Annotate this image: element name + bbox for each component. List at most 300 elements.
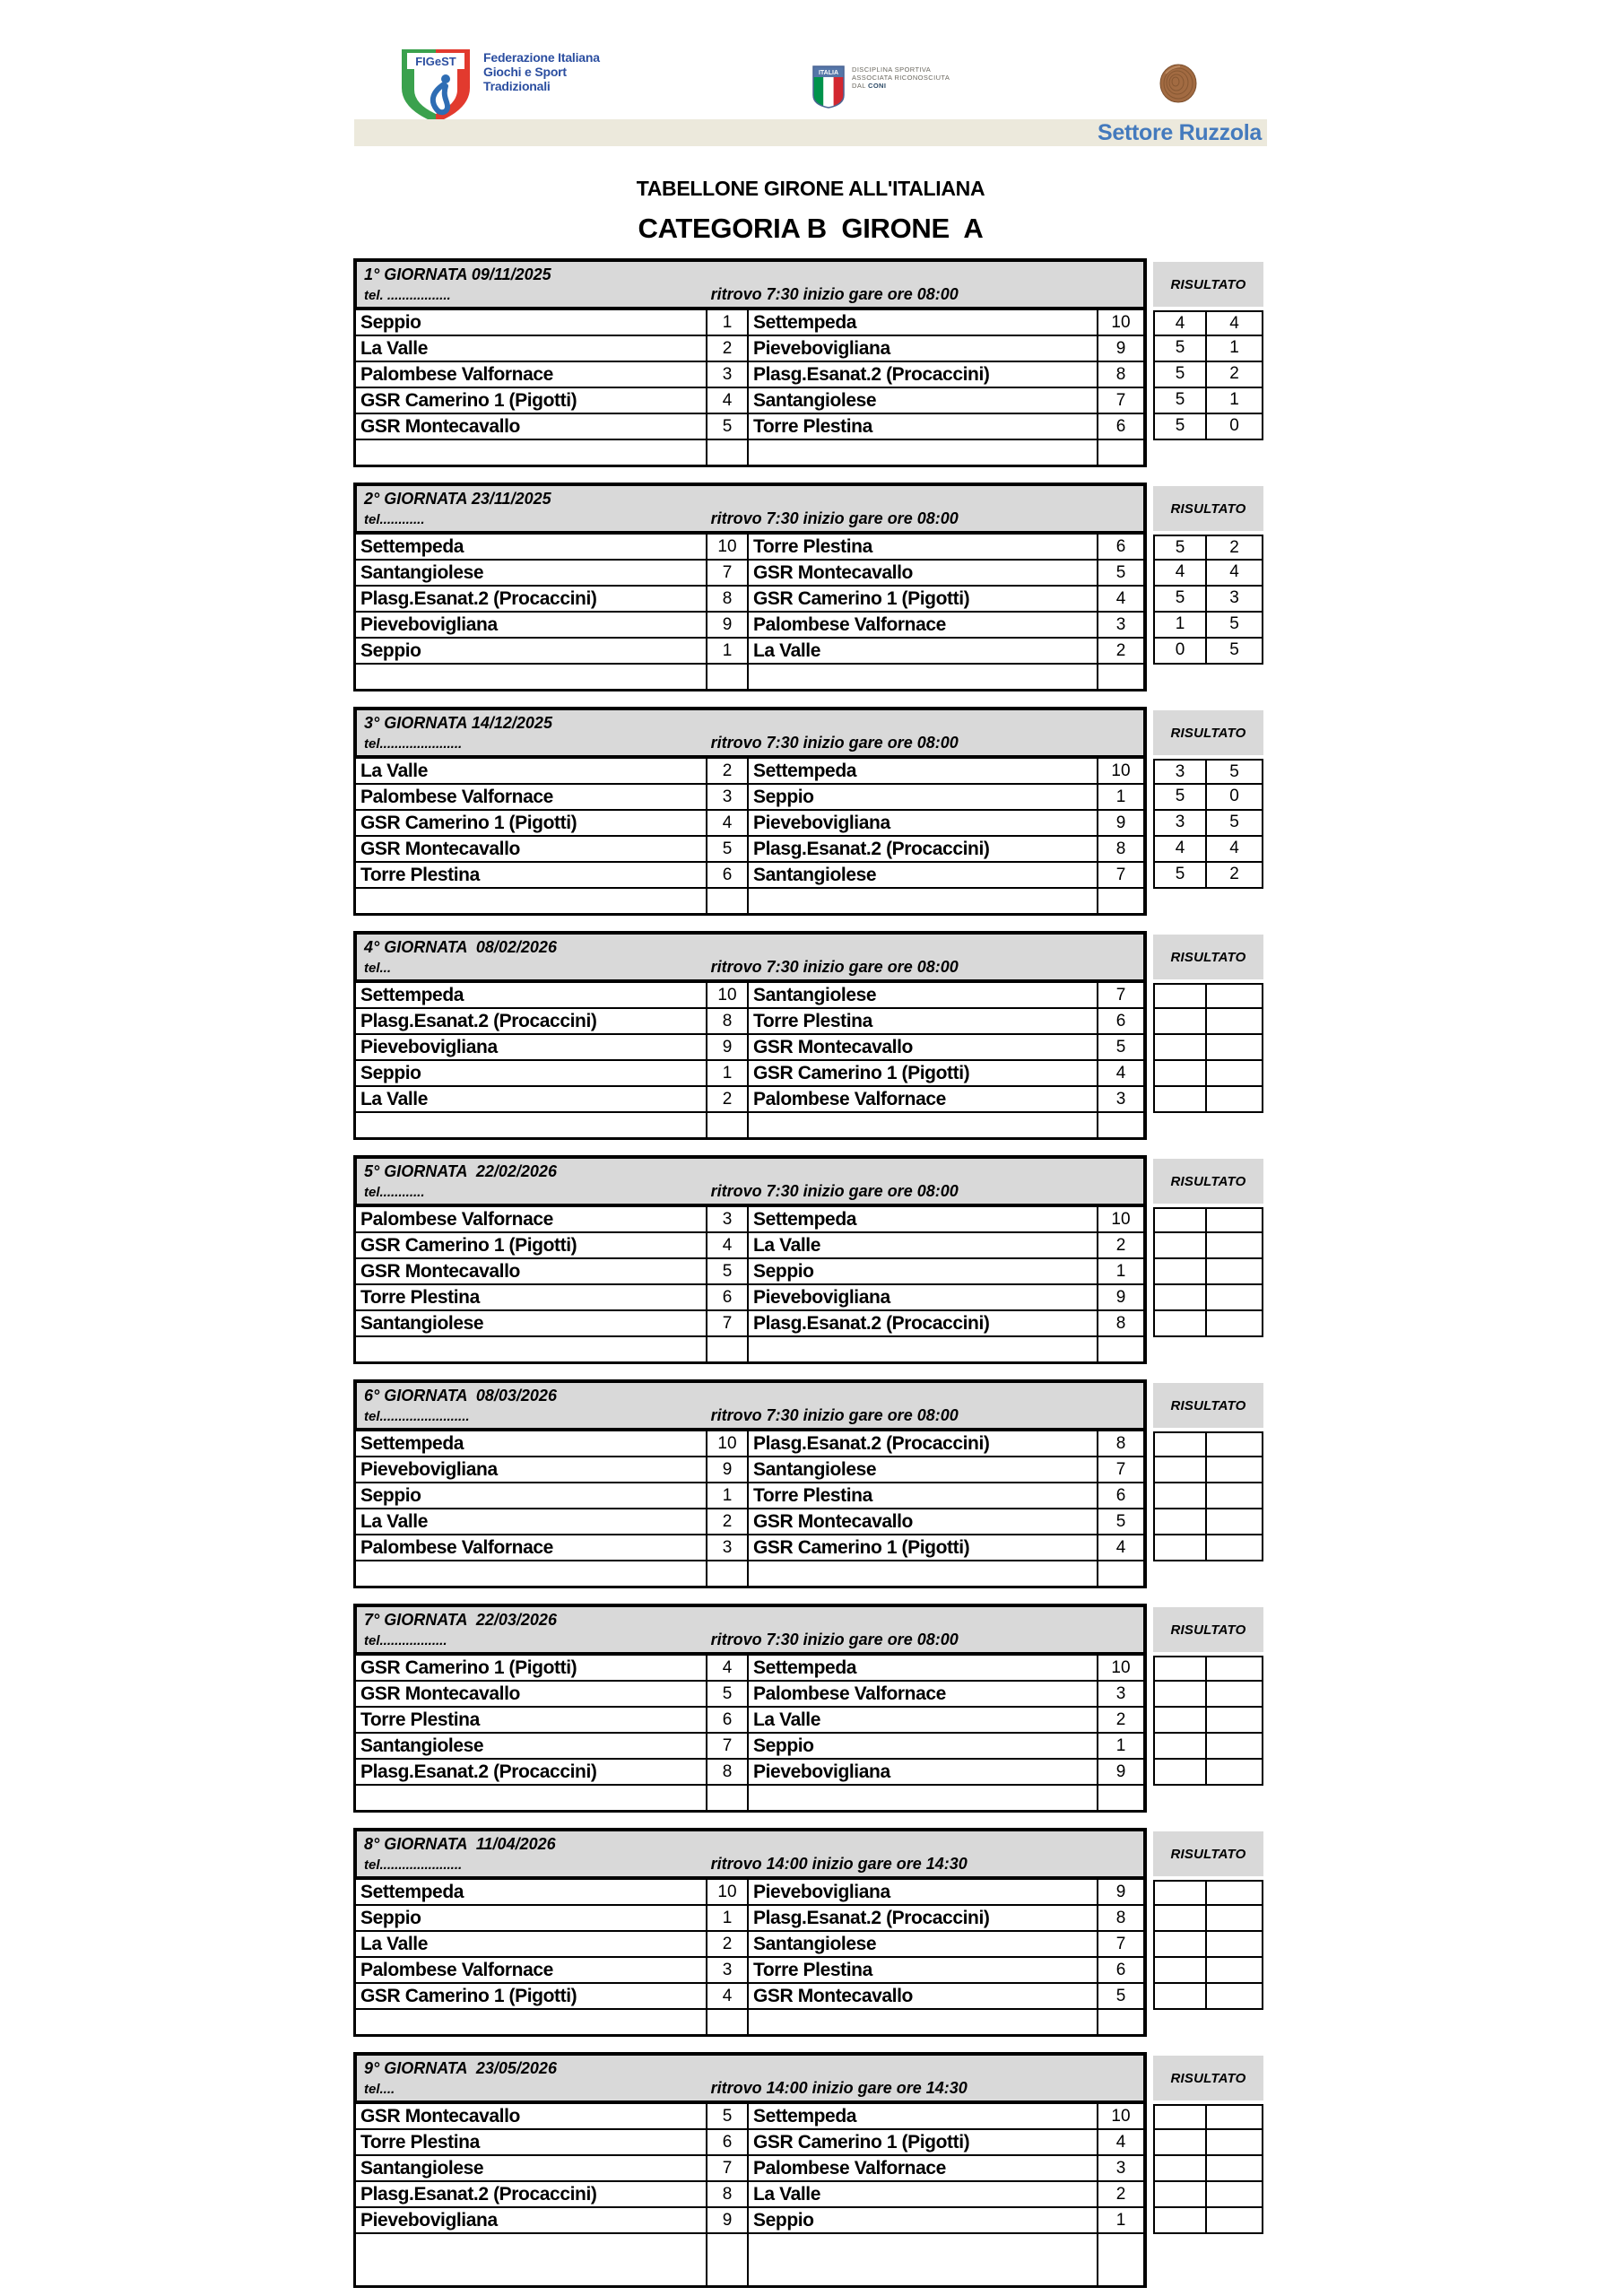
home-number: 6 — [707, 863, 749, 887]
row-gap — [1147, 1932, 1153, 1958]
round-title: 8° GIORNATA 11/04/2026 — [364, 1835, 556, 1853]
away-number: 2 — [1115, 641, 1126, 660]
away-number: 3 — [1115, 1090, 1126, 1109]
row-gap — [1147, 310, 1153, 336]
away-number: 2 — [1115, 1236, 1126, 1255]
spacer-away-cell — [749, 1786, 1098, 1810]
home-team: Plasg.Esanat.2 (Procaccini) — [356, 1009, 707, 1033]
round-header — [353, 1155, 1147, 1207]
round-meeting-time: ritrovo 7:30 inizio gare ore 08:00 — [710, 1406, 959, 1424]
coni-text-line: ASSOCIATA RICONOSCIUTA — [852, 74, 950, 82]
round-block — [353, 707, 1264, 916]
result-away — [1207, 1760, 1262, 1784]
away-team: GSR Camerino 1 (Pigotti) — [749, 2130, 1098, 2154]
match-row — [353, 1207, 1264, 1233]
result-away: 5 — [1229, 640, 1239, 659]
result-home: 5 — [1155, 863, 1207, 887]
round-block — [353, 1604, 1264, 1813]
home-team: La Valle — [356, 1509, 707, 1534]
away-number: 3 — [1115, 2159, 1126, 2178]
home-number: 1 — [707, 1906, 749, 1930]
match-row — [353, 2130, 1264, 2156]
match-row-main — [353, 310, 1147, 336]
result-home — [1155, 1259, 1207, 1283]
away-number: 10 — [1111, 2107, 1131, 2126]
away-team: Settempeda — [749, 1656, 1098, 1680]
spacer-away-number-cell — [1098, 1786, 1143, 1810]
home-team: Santangiolese — [356, 2156, 707, 2180]
row-gap — [1147, 837, 1153, 863]
spacer-away-cell — [749, 2010, 1098, 2034]
spacer-number-cell — [707, 2010, 749, 2034]
result-away: 4 — [1229, 562, 1239, 581]
coni-text-line: DAL CONI — [852, 82, 887, 90]
result-home — [1155, 1285, 1207, 1309]
match-row-main — [353, 1483, 1147, 1509]
match-row-main — [353, 837, 1147, 863]
away-team: Plasg.Esanat.2 (Procaccini) — [749, 362, 1098, 387]
away-number: 10 — [1111, 1658, 1131, 1677]
match-row — [353, 1009, 1264, 1035]
match-row-main — [353, 1207, 1147, 1233]
home-number: 7 — [707, 1311, 749, 1335]
match-row — [353, 1535, 1264, 1561]
home-number: 2 — [707, 759, 749, 783]
home-number: 4 — [707, 1656, 749, 1680]
away-team: Settempeda — [749, 759, 1098, 783]
result-away — [1207, 1509, 1262, 1534]
result-home — [1155, 1035, 1207, 1059]
round-title: 3° GIORNATA 14/12/2025 — [364, 714, 552, 732]
away-team: Torre Plestina — [749, 1009, 1098, 1033]
result-home — [1155, 1958, 1207, 1982]
figest-shield-icon — [399, 47, 473, 126]
away-number: 8 — [1115, 839, 1126, 858]
row-gap — [1147, 785, 1153, 811]
home-team: Settempeda — [356, 1431, 707, 1456]
round-tel: tel.................. — [364, 1633, 447, 1648]
result-home — [1155, 1882, 1207, 1904]
away-team: La Valle — [749, 2182, 1098, 2206]
home-number: 10 — [707, 983, 749, 1007]
match-row — [353, 535, 1264, 561]
home-number: 7 — [707, 561, 749, 585]
round-header — [353, 931, 1147, 983]
away-team: Pievebovigliana — [749, 336, 1098, 361]
result-cells — [1153, 310, 1263, 336]
away-team: La Valle — [749, 1233, 1098, 1257]
match-row — [353, 1035, 1264, 1061]
result-cells — [1153, 863, 1263, 889]
match-row — [353, 2182, 1264, 2208]
home-team: Palombese Valfornace — [356, 785, 707, 809]
home-number: 9 — [707, 1035, 749, 1059]
home-number: 5 — [707, 1259, 749, 1283]
spacer-row — [353, 1561, 1147, 1588]
round-tel: tel........................ — [364, 1409, 470, 1424]
away-number: 8 — [1115, 1434, 1126, 1453]
away-team: GSR Camerino 1 (Pigotti) — [749, 587, 1098, 611]
result-home — [1155, 1657, 1207, 1680]
match-row — [353, 388, 1264, 414]
match-row-main — [353, 1880, 1147, 1906]
home-team: Palombese Valfornace — [356, 362, 707, 387]
result-away — [1207, 1209, 1262, 1231]
result-away: 5 — [1229, 762, 1239, 781]
result-away — [1207, 1457, 1262, 1482]
coni-recognition-text — [852, 65, 950, 90]
away-team: Torre Plestina — [749, 1483, 1098, 1508]
result-home — [1155, 1087, 1207, 1111]
result-header: RISULTATO — [1153, 262, 1263, 307]
row-gap — [1147, 1984, 1153, 2010]
home-team: Pievebovigliana — [356, 1457, 707, 1482]
away-number: 1 — [1115, 1736, 1126, 1755]
home-team: Santangiolese — [356, 1734, 707, 1758]
away-number: 4 — [1115, 2133, 1126, 2152]
match-row-main — [353, 2208, 1147, 2234]
match-row — [353, 759, 1264, 785]
match-row-main — [353, 1984, 1147, 2010]
spacer-row — [353, 1337, 1147, 1364]
result-home: 4 — [1155, 837, 1207, 861]
result-home: 4 — [1155, 312, 1207, 335]
match-row-main — [353, 2130, 1147, 2156]
home-number: 6 — [707, 2130, 749, 2154]
row-gap — [1147, 362, 1153, 388]
result-cells — [1153, 1285, 1263, 1311]
away-team: Plasg.Esanat.2 (Procaccini) — [749, 1311, 1098, 1335]
result-cells — [1153, 1431, 1263, 1457]
away-team: Santangiolese — [749, 1457, 1098, 1482]
result-cells — [1153, 1760, 1263, 1786]
result-cells — [1153, 2104, 1263, 2130]
result-away: 5 — [1229, 614, 1239, 633]
away-number: 7 — [1115, 986, 1126, 1004]
result-away: 4 — [1229, 839, 1239, 857]
match-row — [353, 1906, 1264, 1932]
round-header-row — [353, 707, 1264, 759]
result-cells — [1153, 1535, 1263, 1561]
away-team: La Valle — [749, 1708, 1098, 1732]
result-away — [1207, 1708, 1262, 1732]
away-number: 9 — [1115, 1288, 1126, 1307]
result-cells — [1153, 1734, 1263, 1760]
rounds-container — [353, 258, 1264, 2296]
row-gap — [1147, 1509, 1153, 1535]
away-number: 9 — [1115, 1762, 1126, 1781]
result-cells — [1153, 2130, 1263, 2156]
spacer-away-cell — [749, 1337, 1098, 1361]
match-row — [353, 613, 1264, 639]
home-number: 2 — [707, 336, 749, 361]
match-row — [353, 1509, 1264, 1535]
spacer-home-cell — [356, 1786, 707, 1810]
away-number: 3 — [1115, 615, 1126, 634]
away-team: Pievebovigliana — [749, 811, 1098, 835]
match-row — [353, 983, 1264, 1009]
round-meeting-time: ritrovo 7:30 inizio gare ore 08:00 — [710, 958, 959, 976]
result-away — [1207, 1932, 1262, 1956]
home-team: Seppio — [356, 1483, 707, 1508]
round-tel: tel. ................. — [364, 288, 451, 303]
away-number: 10 — [1111, 1210, 1131, 1229]
match-row-main — [353, 2182, 1147, 2208]
match-row — [353, 785, 1264, 811]
away-number: 1 — [1115, 1262, 1126, 1281]
away-number: 6 — [1115, 537, 1126, 556]
away-team: Seppio — [749, 2208, 1098, 2232]
result-cells — [1153, 587, 1263, 613]
match-row — [353, 414, 1264, 440]
home-team: Pievebovigliana — [356, 2208, 707, 2232]
row-gap — [1147, 1760, 1153, 1786]
home-team: GSR Montecavallo — [356, 1682, 707, 1706]
result-header: RISULTATO — [1153, 935, 1263, 979]
home-number: 9 — [707, 613, 749, 637]
row-gap — [1147, 1880, 1153, 1906]
home-number: 4 — [707, 811, 749, 835]
result-cells — [1153, 613, 1263, 639]
spacer-row — [353, 440, 1147, 467]
away-team: Torre Plestina — [749, 414, 1098, 439]
result-home — [1155, 1009, 1207, 1033]
spacer-away-number-cell — [1098, 2010, 1143, 2034]
result-cells — [1153, 336, 1263, 362]
round-title: 1° GIORNATA 09/11/2025 — [364, 265, 551, 283]
page-subtitle: CATEGORIA B GIRONE A — [638, 213, 984, 244]
spacer-home-cell — [356, 889, 707, 913]
away-number: 8 — [1115, 365, 1126, 384]
match-row — [353, 362, 1264, 388]
result-cells — [1153, 2182, 1263, 2208]
result-away — [1207, 1682, 1262, 1706]
away-team: Seppio — [749, 785, 1098, 809]
spacer-away-cell — [749, 665, 1098, 689]
coni-italia-shield — [812, 65, 846, 109]
round-meeting-time: ritrovo 7:30 inizio gare ore 08:00 — [710, 1631, 959, 1648]
result-away: 0 — [1229, 787, 1239, 805]
home-team: GSR Camerino 1 (Pigotti) — [356, 1233, 707, 1257]
result-header: RISULTATO — [1153, 2056, 1263, 2100]
row-gap — [1147, 759, 1153, 785]
spacer-row — [353, 665, 1147, 691]
row-gap — [1147, 1259, 1153, 1285]
spacer-number-cell — [707, 440, 749, 465]
round-block — [353, 258, 1264, 467]
result-home — [1155, 2182, 1207, 2206]
home-team: Pievebovigliana — [356, 613, 707, 637]
row-gap — [1147, 535, 1153, 561]
home-team: La Valle — [356, 1932, 707, 1956]
row-gap — [1147, 1285, 1153, 1311]
round-title: 5° GIORNATA 22/02/2026 — [364, 1162, 557, 1180]
round-block — [353, 2052, 1264, 2288]
away-number: 1 — [1115, 2211, 1126, 2230]
home-number: 5 — [707, 1682, 749, 1706]
spacer-away-number-cell — [1098, 2234, 1143, 2285]
result-home — [1155, 2106, 1207, 2128]
spacer-home-cell — [356, 1337, 707, 1361]
home-team: La Valle — [356, 759, 707, 783]
round-header-row — [353, 2052, 1264, 2104]
round-rows — [353, 310, 1264, 440]
result-home: 5 — [1155, 414, 1207, 439]
spacer-number-cell — [707, 1337, 749, 1361]
round-header — [353, 1604, 1147, 1656]
result-away — [1207, 1483, 1262, 1508]
home-team: Palombese Valfornace — [356, 1535, 707, 1560]
home-team: Seppio — [356, 1906, 707, 1930]
away-number: 9 — [1115, 339, 1126, 358]
match-row-main — [353, 1259, 1147, 1285]
round-title: 9° GIORNATA 23/05/2026 — [364, 2059, 557, 2077]
round-rows — [353, 1880, 1264, 2010]
result-cells — [1153, 1880, 1263, 1906]
away-team: Settempeda — [749, 2104, 1098, 2128]
result-away — [1207, 1657, 1262, 1680]
round-tel: tel...................... — [364, 1857, 463, 1873]
result-home: 5 — [1155, 785, 1207, 809]
match-row-main — [353, 983, 1147, 1009]
home-team: Seppio — [356, 1061, 707, 1085]
result-cells — [1153, 1061, 1263, 1087]
result-away — [1207, 1259, 1262, 1283]
home-number: 3 — [707, 1958, 749, 1982]
away-team: Plasg.Esanat.2 (Procaccini) — [749, 1431, 1098, 1456]
result-away: 1 — [1229, 338, 1239, 357]
match-row — [353, 561, 1264, 587]
match-row-main — [353, 613, 1147, 639]
result-cells — [1153, 362, 1263, 388]
away-number: 6 — [1115, 417, 1126, 436]
result-away: 5 — [1229, 813, 1239, 831]
result-away — [1207, 1285, 1262, 1309]
home-number: 6 — [707, 1708, 749, 1732]
match-row-main — [353, 362, 1147, 388]
page-title: TABELLONE GIRONE ALL'ITALIANA — [636, 177, 985, 200]
away-number: 4 — [1115, 1064, 1126, 1083]
result-cells — [1153, 983, 1263, 1009]
figest-logo — [399, 47, 473, 126]
home-team: Settempeda — [356, 535, 707, 559]
row-gap — [1147, 1958, 1153, 1984]
home-team: Settempeda — [356, 983, 707, 1007]
match-row-main — [353, 1087, 1147, 1113]
home-team: GSR Montecavallo — [356, 2104, 707, 2128]
result-home: 3 — [1155, 761, 1207, 783]
away-team: Settempeda — [749, 1207, 1098, 1231]
result-cells — [1153, 1708, 1263, 1734]
home-team: Torre Plestina — [356, 1285, 707, 1309]
match-row-main — [353, 639, 1147, 665]
result-cells — [1153, 1311, 1263, 1337]
match-row — [353, 1958, 1264, 1984]
away-number: 7 — [1115, 1460, 1126, 1479]
away-number: 4 — [1115, 1538, 1126, 1557]
round-meeting-time: ritrovo 7:30 inizio gare ore 08:00 — [710, 1182, 959, 1200]
spacer-away-number-cell — [1098, 889, 1143, 913]
result-header: RISULTATO — [1153, 1159, 1263, 1204]
match-row-main — [353, 1311, 1147, 1337]
row-gap — [1147, 2156, 1153, 2182]
spacer-home-cell — [356, 2010, 707, 2034]
federation-name — [483, 50, 600, 93]
away-number: 2 — [1115, 1710, 1126, 1729]
row-gap — [1147, 2130, 1153, 2156]
result-cells — [1153, 2156, 1263, 2182]
away-number: 5 — [1115, 1512, 1126, 1531]
away-team: Santangiolese — [749, 1932, 1098, 1956]
round-tel: tel............ — [364, 512, 425, 527]
home-number: 4 — [707, 388, 749, 413]
spacer-away-cell — [749, 1561, 1098, 1586]
home-number: 2 — [707, 1509, 749, 1534]
result-cells — [1153, 1457, 1263, 1483]
match-row — [353, 587, 1264, 613]
home-team: La Valle — [356, 1087, 707, 1111]
row-gap — [1147, 1708, 1153, 1734]
away-team: Plasg.Esanat.2 (Procaccini) — [749, 1906, 1098, 1930]
result-cells — [1153, 535, 1263, 561]
match-row — [353, 1311, 1264, 1337]
round-title: 7° GIORNATA 22/03/2026 — [364, 1611, 557, 1629]
home-number: 5 — [707, 2104, 749, 2128]
spacer-number-cell — [707, 1786, 749, 1810]
away-team: Seppio — [749, 1734, 1098, 1758]
round-rows — [353, 535, 1264, 665]
home-team: GSR Montecavallo — [356, 1259, 707, 1283]
result-home — [1155, 1209, 1207, 1231]
result-home — [1155, 1734, 1207, 1758]
result-away — [1207, 1984, 1262, 2008]
away-team: Palombese Valfornace — [749, 1682, 1098, 1706]
spacer-home-cell — [356, 665, 707, 689]
result-away: 2 — [1229, 865, 1239, 883]
result-cells — [1153, 759, 1263, 785]
home-team: Palombese Valfornace — [356, 1958, 707, 1982]
result-cells — [1153, 1682, 1263, 1708]
home-team: Torre Plestina — [356, 1708, 707, 1732]
home-number: 4 — [707, 1233, 749, 1257]
sector-banner — [354, 119, 1267, 146]
home-number: 5 — [707, 414, 749, 439]
match-row-main — [353, 336, 1147, 362]
match-row-main — [353, 2156, 1147, 2182]
result-home — [1155, 1535, 1207, 1560]
spacer-row — [353, 2234, 1147, 2288]
round-header — [353, 1828, 1147, 1880]
match-row-main — [353, 1734, 1147, 1760]
match-row — [353, 1708, 1264, 1734]
round-tel: tel... — [364, 961, 392, 976]
row-gap — [1147, 2208, 1153, 2234]
home-number: 3 — [707, 362, 749, 387]
match-row — [353, 1682, 1264, 1708]
spacer-number-cell — [707, 2234, 749, 2285]
match-row-main — [353, 1009, 1147, 1035]
result-cells — [1153, 785, 1263, 811]
result-away: 1 — [1229, 390, 1239, 409]
row-gap — [1147, 1457, 1153, 1483]
sector-label: Settore Ruzzola — [1097, 120, 1262, 145]
spacer-away-number-cell — [1098, 1561, 1143, 1586]
home-number: 5 — [707, 837, 749, 861]
result-home — [1155, 1457, 1207, 1482]
away-number: 2 — [1115, 2185, 1126, 2204]
away-team: GSR Montecavallo — [749, 1509, 1098, 1534]
round-meeting-time: ritrovo 7:30 inizio gare ore 08:00 — [710, 285, 959, 303]
